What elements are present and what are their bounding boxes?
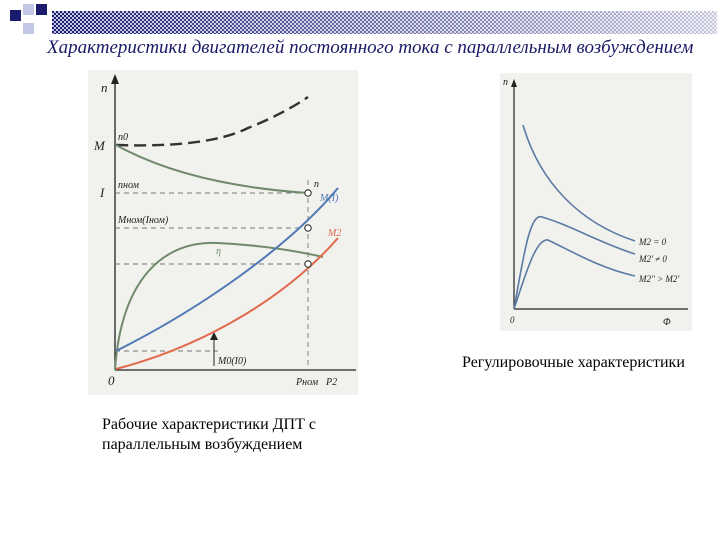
decor-square-light-1 — [23, 4, 34, 15]
nominal-point-n — [305, 190, 311, 196]
label-curve1: M2 = 0 — [639, 237, 667, 247]
label-n-axis: n — [101, 80, 108, 95]
decor-square-light-2 — [23, 23, 34, 34]
label-M: M — [94, 138, 105, 153]
label-n-curve: n — [314, 179, 319, 190]
label-Mnom: Mном(Iном) — [118, 215, 169, 226]
label-n-axis: n — [503, 77, 508, 88]
label-M0: M0(I0) — [218, 356, 247, 367]
label-P2: P2 — [326, 377, 338, 388]
header-pattern-bar — [52, 11, 717, 34]
label-origin: 0 — [108, 373, 115, 388]
caption-line-1: Рабочие характеристики ДПТ с — [102, 416, 316, 433]
label-eta: η — [216, 246, 221, 257]
label-Pnom: Pном — [296, 377, 319, 388]
label-origin: 0 — [510, 315, 515, 325]
caption-working-characteristics — [102, 415, 316, 455]
label-phi-axis: Φ — [663, 317, 671, 328]
decor-square-dark-1 — [10, 10, 21, 21]
regulation-characteristics-figure — [500, 73, 692, 331]
label-I: I — [100, 185, 105, 200]
label-M2: M2 — [328, 228, 342, 239]
label-curve3: M2'' > M2' — [639, 274, 680, 284]
label-curve2: M2' ≠ 0 — [639, 254, 667, 264]
nominal-point-M — [305, 225, 311, 231]
working-characteristics-figure — [88, 70, 358, 395]
slide-title: Характеристики двигателей постоянного тока с параллельным возбуждением — [47, 37, 694, 58]
decor-square-dark-2 — [36, 4, 47, 15]
caption-regulation-characteristics: Регулировочные характеристики — [462, 354, 685, 371]
nominal-point-eta — [305, 261, 311, 267]
label-nnom: nном — [118, 180, 139, 191]
label-n0: n0 — [118, 132, 128, 143]
caption-line-2: параллельным возбуждением — [102, 436, 303, 453]
label-MI: M(I) — [320, 193, 339, 204]
